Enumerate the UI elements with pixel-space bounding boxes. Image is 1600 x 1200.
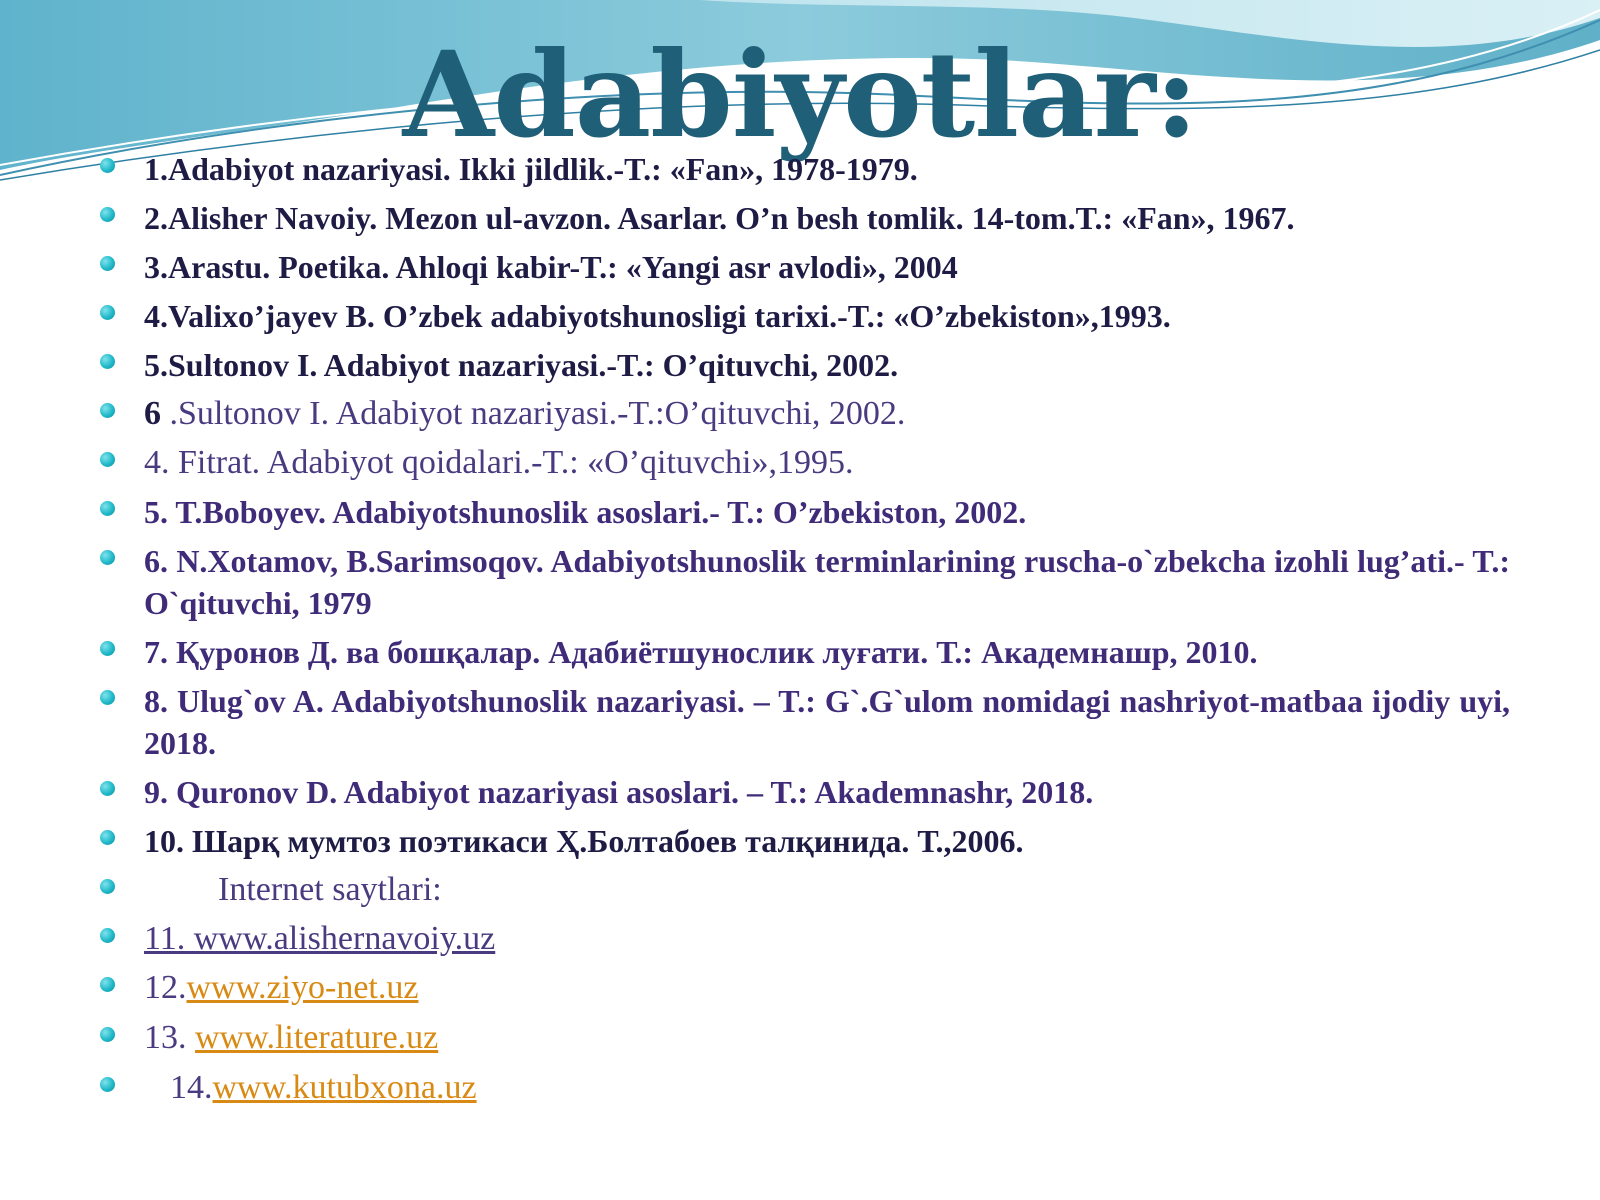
bullet-icon [100, 354, 115, 369]
internet-heading: Internet saytlari: [218, 871, 442, 908]
list-item [100, 148, 1510, 190]
bullet-icon [100, 641, 115, 656]
list-item [100, 1017, 1510, 1059]
reference-text: 7. Қуронов Д. ва бошқалар. Адабиётшунослик луғати. Т.: Академнашр, 2010. [144, 634, 1258, 670]
list-item [100, 197, 1510, 239]
reference-text: 4. Fitrat. Adabiyot qoidalari.-T.: «O’qituvchi»,1995. [144, 444, 854, 481]
bullet-icon [100, 830, 115, 845]
bullet-icon [100, 256, 115, 271]
bullet-icon [100, 550, 115, 565]
bullet-icon [100, 1027, 115, 1042]
list-item [100, 344, 1510, 386]
list-item [100, 918, 1510, 960]
list-item [100, 680, 1510, 764]
bullet-icon [100, 452, 115, 467]
list-item [100, 540, 1510, 624]
link-literature[interactable]: www.literature.uz [195, 1019, 439, 1056]
list-item [100, 393, 1510, 435]
bullet-icon [100, 977, 115, 992]
page-title: Adabiyotlar: [402, 25, 1198, 164]
list-item [100, 491, 1510, 533]
list-item [100, 967, 1510, 1009]
list-item [100, 771, 1510, 813]
reference-text: 9. Quronov D. Adabiyot nazariyasi asoslari. – T.: Akademnashr, 2018. [144, 774, 1094, 810]
link-alishernavoiy[interactable]: 11. www.alishernavoiy.uz [144, 920, 496, 957]
reference-text: 1.Adabiyot nazariyasi. Ikki jildlik.-T.: «Fan», 1978-1979. [144, 151, 918, 187]
bullet-icon [100, 158, 115, 173]
reference-text: 5.Sultonov I. Adabiyot nazariyasi.-T.: O’qituvchi, 2002. [144, 347, 899, 383]
bullet-icon [100, 781, 115, 796]
list-item [100, 295, 1510, 337]
reference-text: 10. Шарқ мумтоз поэтикаси Ҳ.Болтабоев талқинида. Т.,2006. [144, 823, 1024, 859]
list-item [100, 820, 1510, 862]
bullet-icon [100, 305, 115, 320]
bullet-icon [100, 879, 115, 894]
list-item [100, 1067, 1510, 1109]
reference-text: 4.Valixo’jayev B. O’zbek adabiyotshunosligi tarixi.-T.: «O’zbekiston»,1993. [144, 298, 1171, 334]
link-ziyonet[interactable]: www.ziyo-net.uz [186, 969, 419, 1006]
reference-text: 3.Arastu. Poetika. Ahloqi kabir-T.: «Yangi asr avlodi», 2004 [144, 249, 958, 285]
bullet-icon [100, 501, 115, 516]
reference-text: 8. Ulug`ov A. Adabiyotshunoslik nazariyasi. – T.: G`.G`ulom nomidagi nashriyot-matbaa ijodiy uyi, 2018. [144, 683, 1510, 761]
internet-heading-item [100, 869, 1510, 911]
link-prefix: 14. [170, 1069, 213, 1106]
bullet-icon [100, 928, 115, 943]
reference-text: 5. T.Boboyev. Adabiyotshunoslik asoslari.- T.: O’zbekiston, 2002. [144, 494, 1027, 530]
bullet-icon [100, 207, 115, 222]
reference-number: 6 [144, 395, 170, 432]
reference-text: 2.Alisher Navoiy. Mezon ul-avzon. Asarlar. O’n besh tomlik. 14-tom.T.: «Fan», 1967. [144, 200, 1295, 236]
bullet-icon [100, 1077, 115, 1092]
bullet-icon [100, 403, 115, 418]
list-item [100, 631, 1510, 673]
reference-list [100, 148, 1510, 1116]
link-kutubxona[interactable]: www.kutubxona.uz [212, 1069, 477, 1106]
link-prefix: 12. [144, 969, 187, 1006]
list-item [100, 442, 1510, 484]
link-prefix: 13. [144, 1019, 195, 1056]
list-item [100, 246, 1510, 288]
reference-text: 6. N.Xotamov, B.Sarimsoqov. Adabiyotshunoslik terminlarining ruscha-o`zbekcha izohli lug’ati.- T.: O`qituvchi, 1979 [144, 543, 1510, 621]
reference-text: .Sultonov I. Adabiyot nazariyasi.-T.:O’qituvchi, 2002. [169, 395, 906, 432]
bullet-icon [100, 690, 115, 705]
